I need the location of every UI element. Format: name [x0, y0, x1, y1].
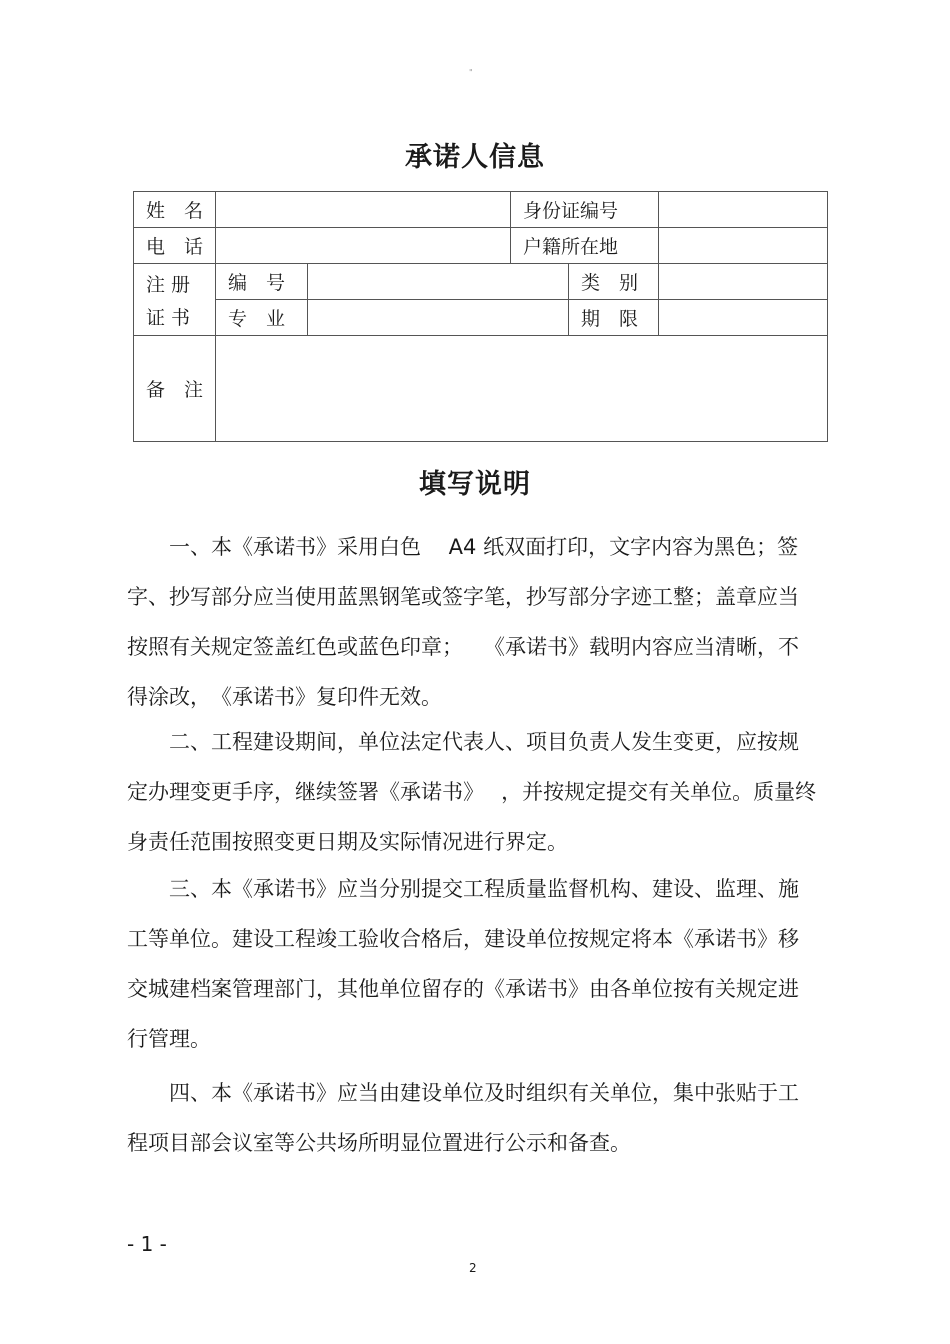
id-number-label: 身份证编号 — [511, 192, 659, 228]
footer-page-index: 2 — [469, 1261, 477, 1275]
hukou-value-cell[interactable] — [659, 228, 828, 264]
form-row-cert-number — [134, 264, 828, 300]
top-mark: " — [469, 68, 473, 77]
cert-number-label: 编 号 — [216, 264, 308, 300]
cert-number-value-cell[interactable] — [308, 264, 569, 300]
instruction-paragraph: 四、本《承诺书》应当由建设单位及时组织有关单位，集中张贴于工程项目部会议室等公共场所明显位置进行公示和备查。 — [127, 1081, 799, 1155]
form-row-phone — [134, 228, 828, 264]
cert-period-value-cell[interactable] — [659, 300, 828, 336]
id-number-value-cell[interactable] — [659, 192, 828, 228]
remarks-value-cell[interactable] — [216, 336, 828, 442]
name-value-cell[interactable] — [216, 192, 511, 228]
instruction-paragraph: 一、本《承诺书》采用白色 A4 纸双面打印，文字内容为黑色；签字、抄写部分应当使用蓝黑钢笔或签字笔，抄写部分字迹工整；盖章应当按照有关规定签盖红色或蓝色印章； 《承诺书》载明内容应当清晰，不得涂改， 《承诺书》复印件无效。 — [127, 535, 799, 709]
form-row-name — [134, 192, 828, 228]
form-row-cert-major — [134, 300, 828, 336]
cert-label-line2: 证 书 — [146, 306, 191, 329]
cert-major-value-cell[interactable] — [308, 300, 569, 336]
instruction-paragraph: 三、本《承诺书》应当分别提交工程质量监督机构、建设、监理、施工等单位。建设工程竣工验收合格后，建设单位按规定将本《承诺书》移交城建档案管理部门，其他单位留存的《承诺书》由各单位按有关规定进行管理。 — [127, 877, 799, 1051]
phone-value-cell[interactable] — [216, 228, 511, 264]
cert-label — [134, 264, 216, 336]
phone-label: 电 话 — [134, 228, 216, 264]
form-row-remarks — [134, 336, 828, 442]
section-title-info: 承诺人信息 — [405, 142, 545, 173]
cert-label-line1: 注 册 — [146, 273, 191, 296]
cert-major-label: 专 业 — [216, 300, 308, 336]
cert-category-label: 类 别 — [569, 264, 659, 300]
section-title-instructions: 填写说明 — [419, 469, 531, 500]
remarks-label: 备 注 — [134, 336, 216, 442]
info-form-table — [133, 191, 828, 442]
hukou-label: 户籍所在地 — [511, 228, 659, 264]
cert-period-label: 期 限 — [569, 300, 659, 336]
name-label: 姓 名 — [134, 192, 216, 228]
instruction-paragraph: 二、工程建设期间，单位法定代表人、项目负责人发生变更，应按规定办理变更手序，继续签署《承诺书》 ，并按规定提交有关单位。质量终身责任范围按照变更日期及实际情况进行界定。 — [127, 730, 817, 854]
cert-category-value-cell[interactable] — [659, 264, 828, 300]
page-number: - 1 - — [127, 1232, 167, 1256]
